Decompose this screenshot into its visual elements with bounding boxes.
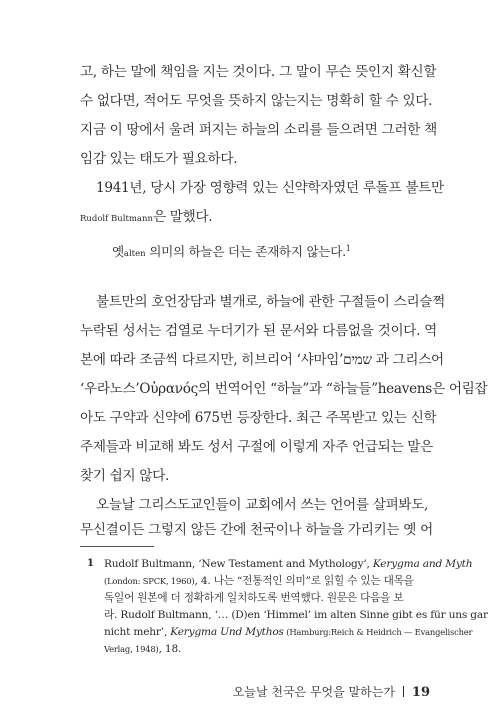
footnote-line — [104, 556, 473, 572]
body-text-line: 수 없다면, 적어도 무엇을 뜻하지 않는지는 명확히 할 수 있다. — [80, 93, 433, 109]
footnote-line: 라. Rudolf Bultmann, ‘… (D)en ‘Himmel’ im alten Sinne gibt es für uns gar — [104, 609, 488, 621]
body-text-fragment: 은 말했다. — [152, 209, 213, 225]
footer-separator — [403, 686, 404, 697]
body-text-line: 고, 하는 말에 책임을 지는 것이다. 그 말이 무슨 뜻인지 확신할 — [80, 64, 437, 80]
running-title: 오늘날 천국은 무엇을 말하는가 — [232, 685, 395, 699]
footnote-line — [104, 624, 473, 640]
footnote-divider — [80, 546, 154, 547]
quote-german-word: alten — [123, 249, 146, 259]
body-text-line: 찾기 쉽지 않다. — [80, 468, 170, 484]
body-text-line: 불트만의 호언장담과 별개로, 하늘에 관한 구절들이 스리슬쩍 — [96, 294, 445, 310]
quote-text-start: 옛 — [112, 244, 124, 259]
footnote-text: Rudolf Bultmann, ‘New Testament and Mythology’, — [104, 558, 373, 570]
author-name-latin: Rudolf Bultmann — [80, 214, 153, 224]
footnote-reference: 1 — [345, 243, 351, 253]
footnote-book-title: Kerygma and Myth — [372, 558, 473, 570]
quote-text: 의미의 하늘은 더는 존재하지 않는다. — [145, 244, 346, 259]
body-text-line: 무신결이든 그렇지 않든 간에 천국이나 하늘을 가리키는 옛 어 — [80, 522, 433, 538]
body-text-line: 주제들과 비교해 봐도 성서 구절에 이렇게 자주 언급되는 말은 — [80, 439, 433, 455]
body-text-line: 오늘날 그리스도교인들이 교회에서 쓰는 언어를 살펴봐도, — [96, 497, 429, 513]
footnote-publication: (Hamburg:Reich & Heidrich — Evangelischer — [283, 627, 473, 637]
footnote-line — [104, 641, 426, 657]
page-footer — [233, 684, 430, 701]
body-text-line: 본에 따라 조금씩 다르지만, 히브리어 ‘샤마임’שמים 과 그리스어 — [80, 352, 444, 368]
footnote-number: 1 — [87, 558, 94, 569]
footnote-line — [104, 573, 426, 589]
body-text-line: 1941년, 당시 가장 영향력 있는 신약학자였던 루돌프 불트만 — [96, 180, 444, 196]
footnote-book-title: Kerygma Und Mythos — [170, 626, 284, 638]
body-text-line — [80, 208, 425, 228]
body-text-line: ‘우라노스’Οὐρανός의 번역어인 “하늘”과 “하늘들”heavens은 어림잡 — [80, 381, 488, 397]
page-number: 19 — [411, 685, 430, 700]
body-text-line: 지금 이 땅에서 울려 퍼지는 하늘의 소리를 들으려면 그러한 책 — [80, 122, 437, 138]
footnote-text: nicht mehr’, — [104, 626, 171, 638]
footnote-text: , 4. 나는 “전통적인 의미”로 읽힐 수 있는 대목을 — [194, 575, 414, 587]
footnote-publication: Verlag, 1948) — [104, 644, 159, 654]
footnote-line: 독일어 원본에 더 정확하게 일치하도록 번역했다. 원문은 다음을 보 — [104, 592, 404, 604]
footnote-text: , 18. — [158, 643, 182, 655]
footnote-publication: (London: SPCK, 1960) — [104, 576, 195, 586]
body-text-line: 임감 있는 태도가 필요하다. — [80, 151, 238, 167]
body-text-line: 아도 구약과 신약에 675번 등장한다. 최근 주목받고 있는 신학 — [80, 410, 437, 426]
body-text-line: 누락된 성서는 검열로 누더기가 된 문서와 다름없을 것이다. 역 — [80, 323, 437, 339]
block-quote — [112, 243, 351, 263]
